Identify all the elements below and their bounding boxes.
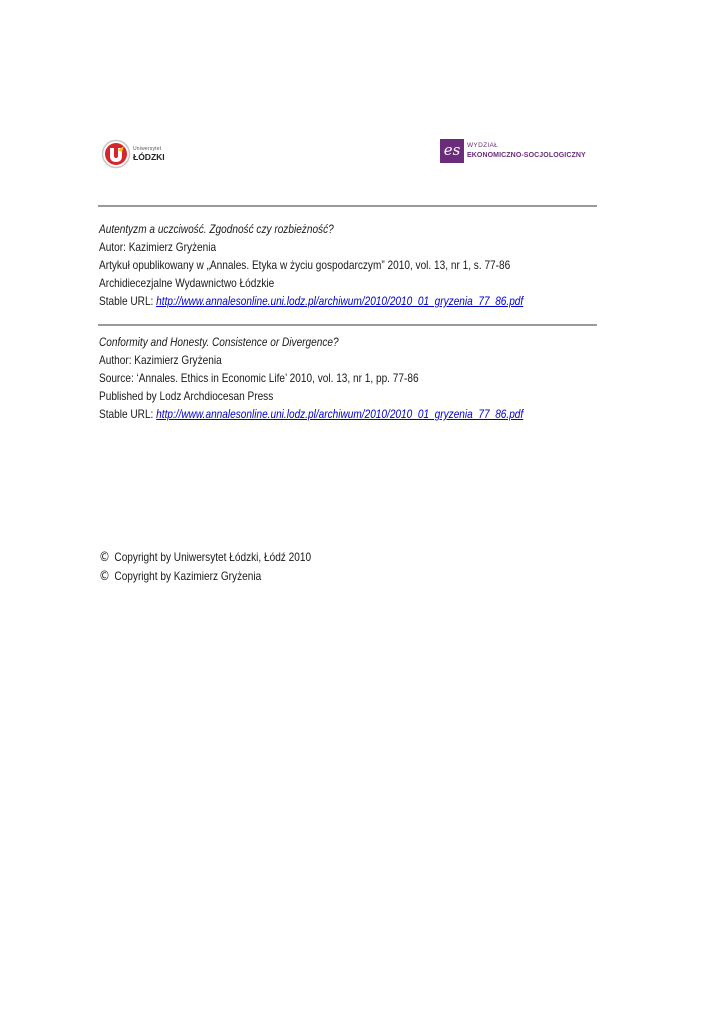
faculty-es-icon <box>440 139 464 163</box>
english-stable-url-label: Stable URL: <box>99 407 157 421</box>
english-stable-url-line <box>99 405 536 423</box>
copyright-symbol-icon: © <box>99 550 110 565</box>
english-publisher: Published by Lodz Archdiocesan Press <box>99 389 274 403</box>
top-divider <box>98 205 597 207</box>
polish-stable-url-link[interactable]: http://www.annalesonline.uni.lodz.pl/archiwum/2010/2010_01_gryzenia_77_86.pdf <box>156 294 524 308</box>
polish-stable-url-line <box>99 292 536 310</box>
english-author: Author: Kazimierz Gryżenia <box>99 353 222 367</box>
faculty-es-glyph: es <box>443 140 461 159</box>
faculty-wordmark <box>467 143 586 159</box>
polish-title: Autentyzm a uczciwość. Zgodność czy rozbieżność? <box>99 222 334 236</box>
copyright-university-text: Copyright by Uniwersytet Łódzki, Łódź 2010 <box>114 550 312 564</box>
english-source: Source: ‘Annales. Ethics in Economic Life’ 2010, vol. 13, nr 1, pp. 77-86 <box>99 371 419 385</box>
polish-metadata-block <box>99 220 619 310</box>
copyright-line-university <box>99 548 536 567</box>
faculty-label: WYDZIAŁ <box>467 142 498 150</box>
polish-publisher: Archidiecezjalne Wydawnictwo Łódzkie <box>99 276 275 290</box>
polish-author: Autor: Kazimierz Gryżenia <box>99 240 217 254</box>
faculty-logo <box>440 139 586 163</box>
copyright-symbol-icon: © <box>99 569 110 584</box>
copyright-line-author <box>99 567 536 586</box>
university-lodz-wordmark <box>133 147 165 162</box>
english-title: Conformity and Honesty. Consistence or Divergence? <box>99 335 339 349</box>
university-lodz-logo <box>101 139 165 169</box>
english-stable-url-link[interactable]: http://www.annalesonline.uni.lodz.pl/archiwum/2010/2010_01_gryzenia_77_86.pdf <box>156 407 524 421</box>
university-name: ŁÓDZKI <box>133 151 165 162</box>
university-label: Uniwersytet <box>133 145 162 152</box>
faculty-name: EKONOMICZNO-SOCJOLOGICZNY <box>467 151 586 159</box>
copyright-block <box>99 548 619 586</box>
polish-stable-url-label: Stable URL: <box>99 294 157 308</box>
university-lodz-emblem-icon <box>101 139 131 169</box>
english-metadata-block <box>99 333 619 423</box>
copyright-author-text: Copyright by Kazimierz Gryżenia <box>114 569 262 583</box>
middle-divider <box>98 324 597 326</box>
polish-published: Artykuł opublikowany w „Annales. Etyka w życiu gospodarczym” 2010, vol. 13, nr 1, s. 77-86 <box>99 258 511 272</box>
